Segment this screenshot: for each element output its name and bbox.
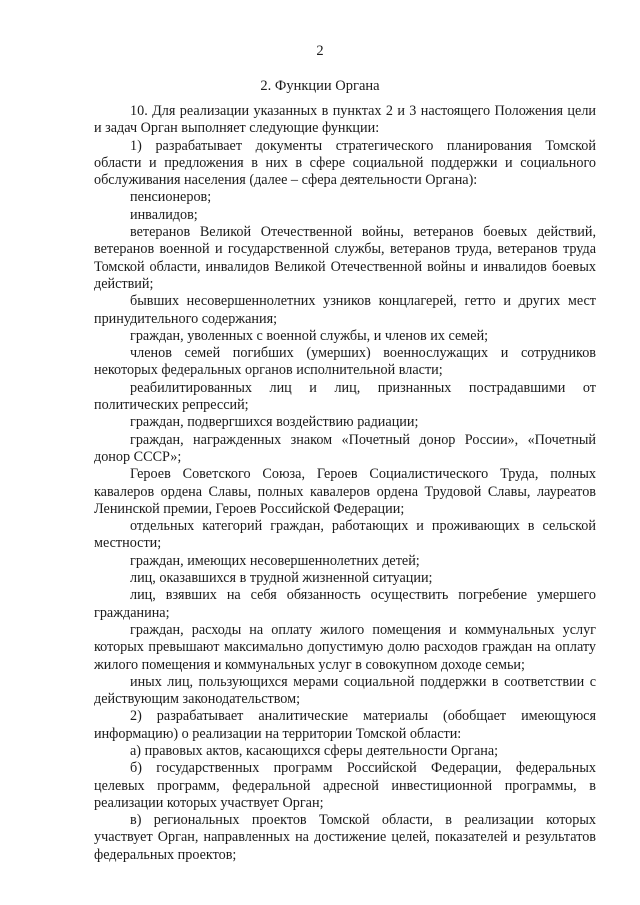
list-item: граждан, имеющих несовершеннолетних детей; (130, 552, 420, 569)
list-item: отдельных категорий граждан, работающих и проживающих в сельской местности; (94, 518, 596, 552)
list-item: ветеранов Великой Отечественной войны, ветеранов боевых действий, ветеранов военной и государственной службы, ветеранов труда, ветеранов труда Томской области, инвалидов Великой Отечественной войны и инвалидов боевых действий; (94, 224, 596, 292)
list-item: граждан, уволенных с военной службы, и членов их семей; (130, 327, 489, 344)
document-body (94, 103, 596, 864)
list-item: а) правовых актов, касающихся сферы деятельности Органа; (130, 742, 499, 759)
list-item: лиц, взявших на себя обязанность осуществить погребение умершего гражданина; (94, 587, 596, 621)
list-item: лиц, оказавшихся в трудной жизненной ситуации; (130, 570, 433, 587)
list-item: Героев Советского Союза, Героев Социалистического Труда, полных кавалеров ордена Славы, полных кавалеров ордена Трудовой Славы, лауреатов Ленинской премии, Героев Российской Федерации; (94, 466, 596, 517)
list-item: граждан, награжденных знаком «Почетный донор России», «Почетный донор СССР»; (94, 431, 596, 465)
list-item: инвалидов; (130, 206, 198, 223)
paragraph: 10. Для реализации указанных в пунктах 2 и 3 настоящего Положения цели и задач Орган выполняет следующие функции: (94, 103, 596, 137)
list-item: граждан, подвергшихся воздействию радиации; (130, 414, 419, 431)
paragraph: 1) разрабатывает документы стратегического планирования Томской области и предложения в них в сфере социальной поддержки и социального обслуживания населения (далее – сфера деятельности Органа): (94, 137, 596, 189)
list-item: в) региональных проектов Томской области, в реализации которых участвует Орган, направленных на достижение целей, показателей и результатов федеральных проектов; (94, 812, 596, 863)
list-item: граждан, расходы на оплату жилого помещения и коммунальных услуг которых превышают максимально допустимую долю расходов граждан на оплату жилого помещения и коммунальных услуг в совокупном доходе семьи; (94, 621, 596, 673)
list-item: членов семей погибших (умерших) военнослужащих и сотрудников некоторых федеральных органов исполнительной власти; (94, 345, 596, 379)
paragraph: 2) разрабатывает аналитические материалы (обобщает имеющуюся информацию) о реализации на территории Томской области: (94, 708, 596, 742)
list-item: пенсионеров; (130, 189, 212, 206)
page-number: 2 (316, 43, 324, 59)
list-item: б) государственных программ Российской Федерации, федеральных целевых программ, федеральной адресной инвестиционной программы, в реализации которых участвует Орган; (94, 760, 596, 811)
list-item: бывших несовершеннолетних узников концлагерей, гетто и других мест принудительного содержания; (94, 293, 596, 327)
section-title: 2. Функции Органа (260, 78, 380, 94)
list-item: реабилитированных лиц и лиц, признанных пострадавшими от политических репрессий; (94, 379, 596, 414)
list-item: иных лиц, пользующихся мерами социальной поддержки в соответствии с действующим законодательством; (94, 673, 596, 708)
